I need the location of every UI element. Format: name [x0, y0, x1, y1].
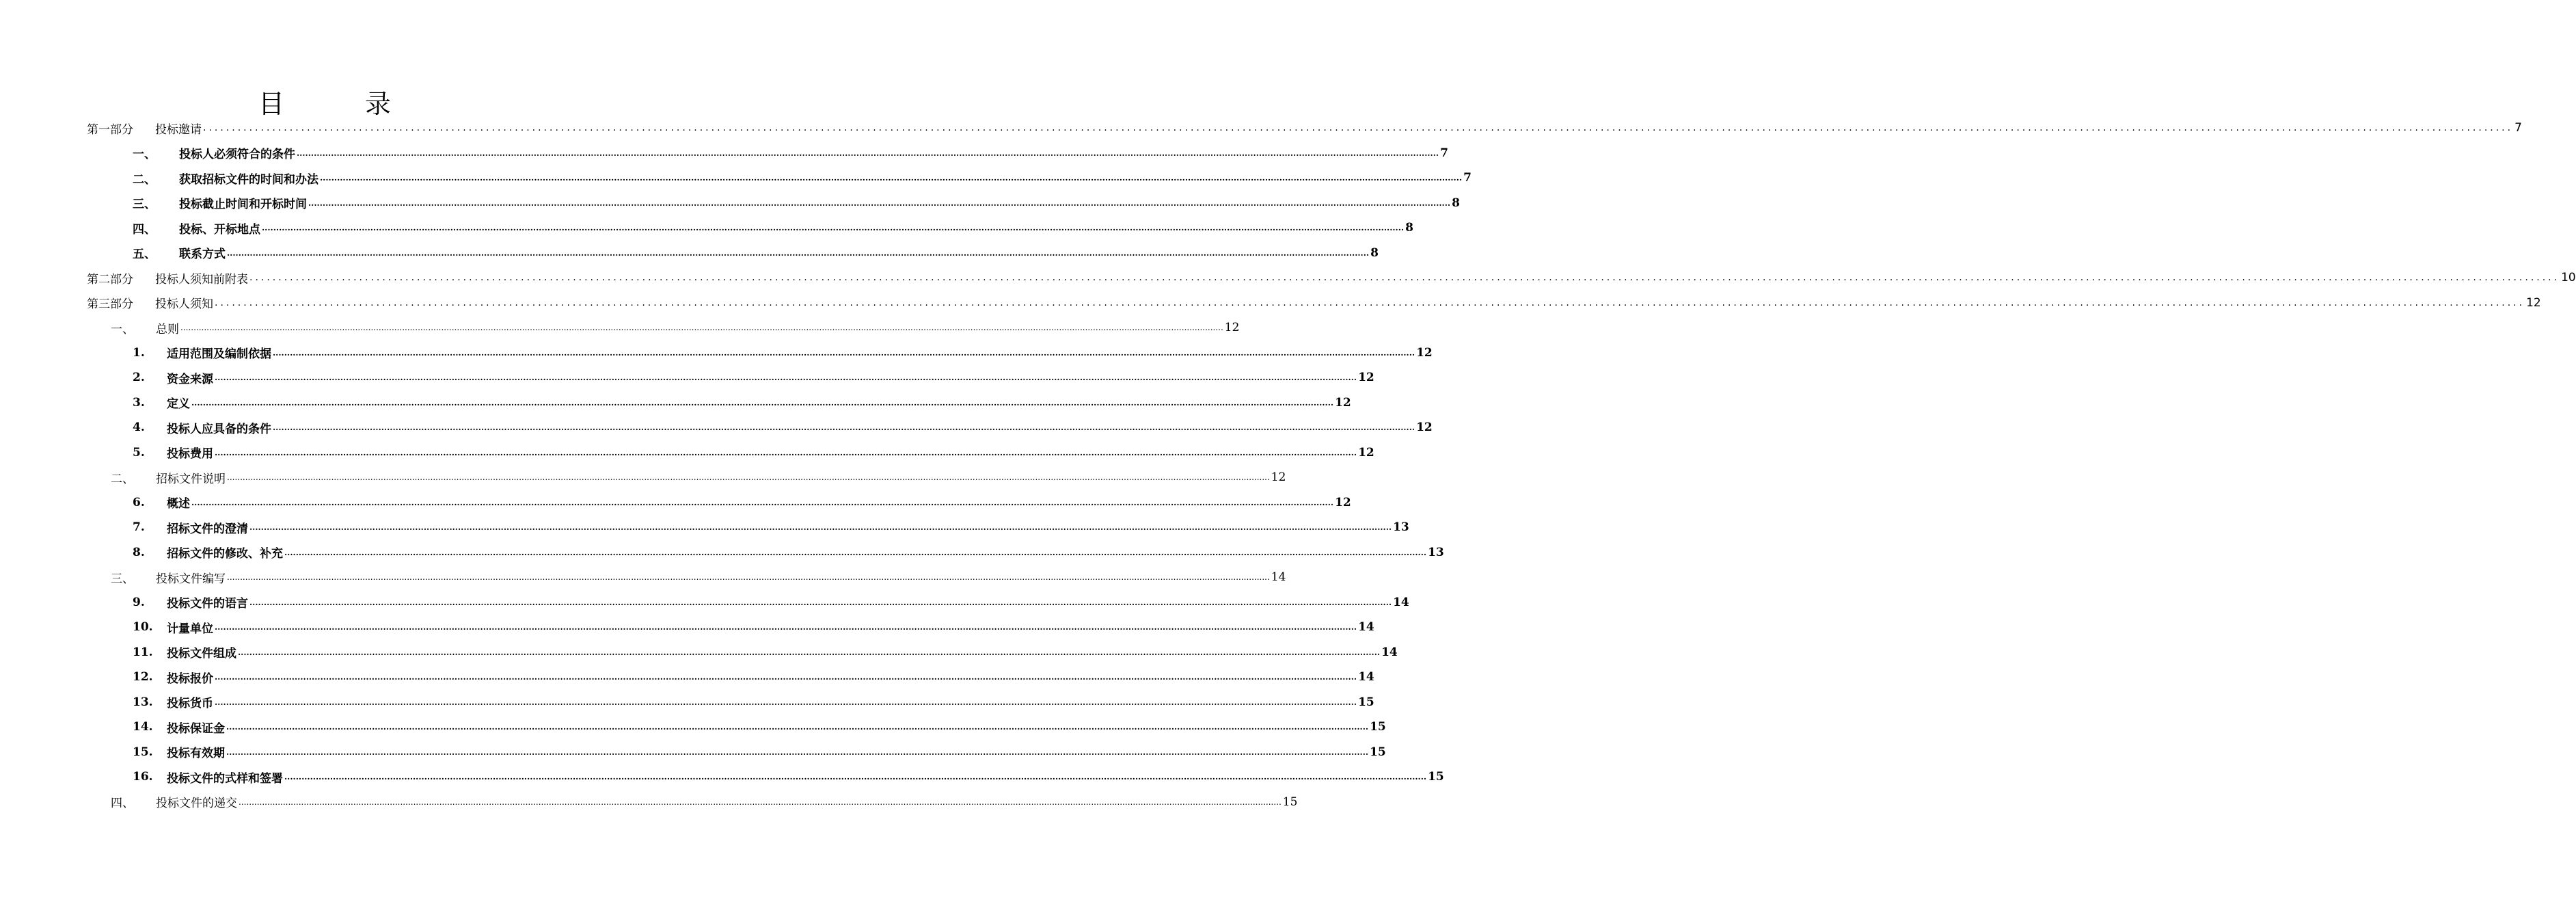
toc-entry-number: 15.	[133, 745, 153, 759]
toc-leader-dots: ................................................................................................................................................................................................................................................................................................................................................................................................................	[215, 373, 1357, 382]
toc-entry-page: 13	[1393, 520, 1409, 534]
toc-entry-label: 概述	[167, 497, 190, 511]
toc-entry-number: 三、	[111, 572, 134, 586]
toc-leader-dots: ................................................................................................................................................................................................................................................................................................................................................................................................................	[215, 672, 1357, 682]
toc-leader-dots: ................................................................................................................................................................................................................................................................................................................................................................................................................	[249, 522, 1392, 532]
toc-entry-label: 投标、开标地点	[179, 222, 260, 237]
toc-leader-dots: ................................................................................................................................................................................................................................................................................................................................................................................................................	[227, 572, 1270, 582]
toc-entry-number: 4.	[133, 421, 145, 434]
toc-entry[interactable]	[133, 417, 1433, 438]
toc-leader-dots: ................................................................................................................................................................................................................................................................................................................................................................................................................	[203, 122, 2514, 133]
toc-entry[interactable]	[87, 267, 2576, 288]
toc-entry[interactable]	[133, 642, 1398, 663]
toc-entry-label: 投标货币	[167, 697, 213, 710]
toc-entry-label: 投标文件组成	[167, 647, 236, 661]
toc-entry-label: 投标文件的递交	[156, 797, 237, 810]
toc-leader-dots: ................................................................................................................................................................................................................................................................................................................................................................................................................	[215, 447, 1357, 457]
toc-entry-page: 14	[1393, 595, 1409, 609]
toc-leader-dots: ................................................................................................................................................................................................................................................................................................................................................................................................................	[249, 272, 2560, 283]
toc-leader-dots: ................................................................................................................................................................................................................................................................................................................................................................................................................	[320, 173, 1463, 183]
toc-entry[interactable]	[133, 617, 1374, 637]
toc-entry-number: 一、	[133, 148, 156, 161]
toc-entry-label: 投标人应具备的条件	[167, 422, 271, 436]
toc-entry-label: 投标文件的语言	[167, 597, 248, 611]
toc-leader-dots: ................................................................................................................................................................................................................................................................................................................................................................................................................	[215, 297, 2525, 308]
toc-entry-number: 11.	[133, 645, 153, 659]
toc-entry-number: 四、	[111, 797, 134, 810]
toc-entry-label: 投标有效期	[167, 747, 225, 760]
toc-entry-number: 1.	[133, 345, 145, 360]
toc-entry-label: 计量单位	[167, 622, 213, 636]
toc-entry[interactable]	[133, 667, 1374, 687]
toc-leader-dots: ................................................................................................................................................................................................................................................................................................................................................................................................................	[180, 323, 1223, 332]
toc-entry-label: 招标文件说明	[156, 472, 226, 486]
toc-entry-number: 三、	[133, 198, 156, 211]
toc-entry-page: 12	[1271, 470, 1286, 484]
toc-entry-page: 8	[1405, 221, 1413, 235]
toc-entry[interactable]	[133, 592, 1409, 613]
toc-entry-page: 12	[1416, 345, 1433, 360]
toc-entry-page: 12	[1335, 395, 1351, 410]
toc-leader-dots: ................................................................................................................................................................................................................................................................................................................................................................................................................	[226, 747, 1369, 757]
toc-title: 目 录	[258, 89, 418, 119]
toc-entry-page: 15	[1358, 695, 1374, 709]
toc-entry-page: 12	[1358, 445, 1374, 460]
toc-entry-page: 15	[1370, 720, 1386, 734]
toc-entry-page: 7	[1440, 146, 1448, 160]
toc-entry-page: 15	[1370, 745, 1386, 759]
toc-leader-dots: ................................................................................................................................................................................................................................................................................................................................................................................................................	[273, 347, 1415, 358]
toc-entry-page: 12	[1416, 421, 1433, 434]
toc-leader-dots: ................................................................................................................................................................................................................................................................................................................................................................................................................	[215, 622, 1357, 632]
toc-entry-number: 9.	[133, 595, 145, 609]
toc-entry[interactable]	[133, 492, 1351, 513]
toc-entry[interactable]	[133, 742, 1386, 762]
toc-entry-label: 投标文件编写	[156, 572, 226, 586]
toc-entry[interactable]	[133, 767, 1444, 787]
toc-entry-number: 8.	[133, 545, 145, 559]
toc-leader-dots: ................................................................................................................................................................................................................................................................................................................................................................................................................	[284, 547, 1427, 557]
toc-entry-label: 投标费用	[167, 447, 213, 461]
toc-entry-page: 8	[1370, 245, 1379, 260]
toc-entry-page: 15	[1428, 770, 1444, 784]
toc-entry-label: 资金来源	[167, 372, 213, 386]
toc-entry-number: 6.	[133, 495, 145, 509]
toc-entry-label: 投标保证金	[167, 721, 225, 736]
toc-leader-dots: ................................................................................................................................................................................................................................................................................................................................................................................................................	[308, 198, 1451, 208]
toc-entry-page: 13	[1428, 545, 1444, 559]
toc-entry-number: 一、	[111, 322, 134, 336]
toc-entry-label: 投标文件的式样和签署	[167, 771, 283, 786]
toc-entry-number: 五、	[133, 248, 156, 261]
toc-entry-label: 适用范围及编制依据	[167, 347, 271, 361]
toc-entry[interactable]	[133, 367, 1374, 388]
toc-entry[interactable]	[87, 293, 2541, 313]
toc-leader-dots: ................................................................................................................................................................................................................................................................................................................................................................................................................	[191, 497, 1334, 507]
toc-entry-page: 12	[1358, 371, 1374, 384]
toc-leader-dots: ................................................................................................................................................................................................................................................................................................................................................................................................................	[191, 397, 1334, 408]
toc-entry-number: 二、	[111, 472, 134, 486]
toc-entry-label: 投标人须知前附表	[155, 272, 248, 287]
toc-leader-dots: ................................................................................................................................................................................................................................................................................................................................................................................................................	[227, 248, 1370, 258]
toc-entry-page: 10	[2561, 271, 2576, 284]
toc-entry-page: 14	[1271, 570, 1286, 584]
toc-entry-page: 8	[1452, 196, 1460, 210]
toc-entry[interactable]	[111, 567, 1286, 587]
toc-entry-page: 14	[1381, 645, 1398, 659]
toc-entry[interactable]	[111, 467, 1286, 488]
toc-entry[interactable]	[87, 118, 2522, 138]
toc-leader-dots: ................................................................................................................................................................................................................................................................................................................................................................................................................	[273, 423, 1415, 432]
toc-leader-dots: ................................................................................................................................................................................................................................................................................................................................................................................................................	[238, 647, 1381, 657]
toc-entry[interactable]	[133, 392, 1351, 413]
toc-entry-page: 7	[2514, 121, 2522, 135]
toc-entry-label: 投标人必须符合的条件	[179, 148, 295, 161]
toc-entry-number: 第三部分	[87, 297, 133, 311]
toc-entry-label: 投标截止时间和开标时间	[179, 198, 307, 211]
toc-entry-label: 获取招标文件的时间和办法	[179, 172, 318, 187]
toc-entry[interactable]	[133, 717, 1386, 737]
toc-entry-number: 3.	[133, 395, 145, 410]
toc-entry[interactable]	[111, 317, 1240, 338]
toc-leader-dots: ................................................................................................................................................................................................................................................................................................................................................................................................................	[249, 597, 1392, 607]
toc-entry-label: 投标邀请	[155, 122, 202, 137]
toc-entry[interactable]	[133, 542, 1444, 563]
toc-entry[interactable]	[111, 792, 1298, 812]
toc-leader-dots: ................................................................................................................................................................................................................................................................................................................................................................................................................	[284, 772, 1427, 782]
toc-entry[interactable]	[133, 193, 1460, 213]
toc-entry[interactable]	[133, 243, 1379, 263]
toc-entry-page: 7	[1463, 171, 1472, 185]
toc-entry-label: 投标报价	[167, 671, 213, 686]
toc-entry-number: 二、	[133, 172, 156, 187]
toc-entry[interactable]	[133, 517, 1409, 537]
toc-entry-number: 第一部分	[87, 122, 133, 137]
toc-leader-dots: ................................................................................................................................................................................................................................................................................................................................................................................................................	[215, 697, 1357, 707]
toc-entry-number: 12.	[133, 670, 153, 684]
toc-entry-page: 15	[1282, 795, 1298, 809]
toc-entry-page: 14	[1358, 620, 1374, 634]
toc-entry[interactable]	[133, 168, 1472, 188]
toc-entry-number: 5.	[133, 445, 145, 460]
toc-entry[interactable]	[133, 343, 1433, 363]
toc-entry-label: 定义	[167, 397, 190, 411]
toc-entry-number: 四、	[133, 222, 156, 237]
toc-entry[interactable]	[133, 692, 1374, 712]
toc-entry-label: 联系方式	[179, 248, 226, 261]
toc-entry-page: 14	[1358, 670, 1374, 684]
toc-entry-number: 16.	[133, 770, 153, 784]
toc-leader-dots: ................................................................................................................................................................................................................................................................................................................................................................................................................	[297, 148, 1439, 158]
toc-leader-dots: ................................................................................................................................................................................................................................................................................................................................................................................................................	[226, 722, 1369, 732]
toc-entry[interactable]	[133, 442, 1374, 463]
toc-entry-label: 总则	[156, 322, 179, 336]
toc-entry-page: 12	[1335, 495, 1351, 509]
toc-entry-page: 12	[2526, 295, 2541, 310]
toc-entry-number: 13.	[133, 695, 153, 709]
toc-entry[interactable]	[133, 143, 1448, 163]
toc-leader-dots: ................................................................................................................................................................................................................................................................................................................................................................................................................	[227, 472, 1270, 482]
toc-entry-number: 7.	[133, 520, 145, 534]
toc-entry-page: 12	[1224, 321, 1240, 334]
toc-entry-label: 投标人须知	[155, 297, 213, 311]
toc-leader-dots: ................................................................................................................................................................................................................................................................................................................................................................................................................	[262, 223, 1405, 232]
toc-entry-number: 第二部分	[87, 272, 133, 287]
toc-entry-label: 招标文件的修改、补充	[167, 547, 283, 561]
toc-entry-number: 10.	[133, 620, 153, 634]
toc-entry-number: 2.	[133, 371, 145, 384]
toc-leader-dots: ................................................................................................................................................................................................................................................................................................................................................................................................................	[239, 797, 1282, 807]
toc-entry[interactable]	[133, 217, 1413, 238]
toc-entry-label: 招标文件的澄清	[167, 522, 248, 536]
toc-entry-number: 14.	[133, 720, 153, 734]
